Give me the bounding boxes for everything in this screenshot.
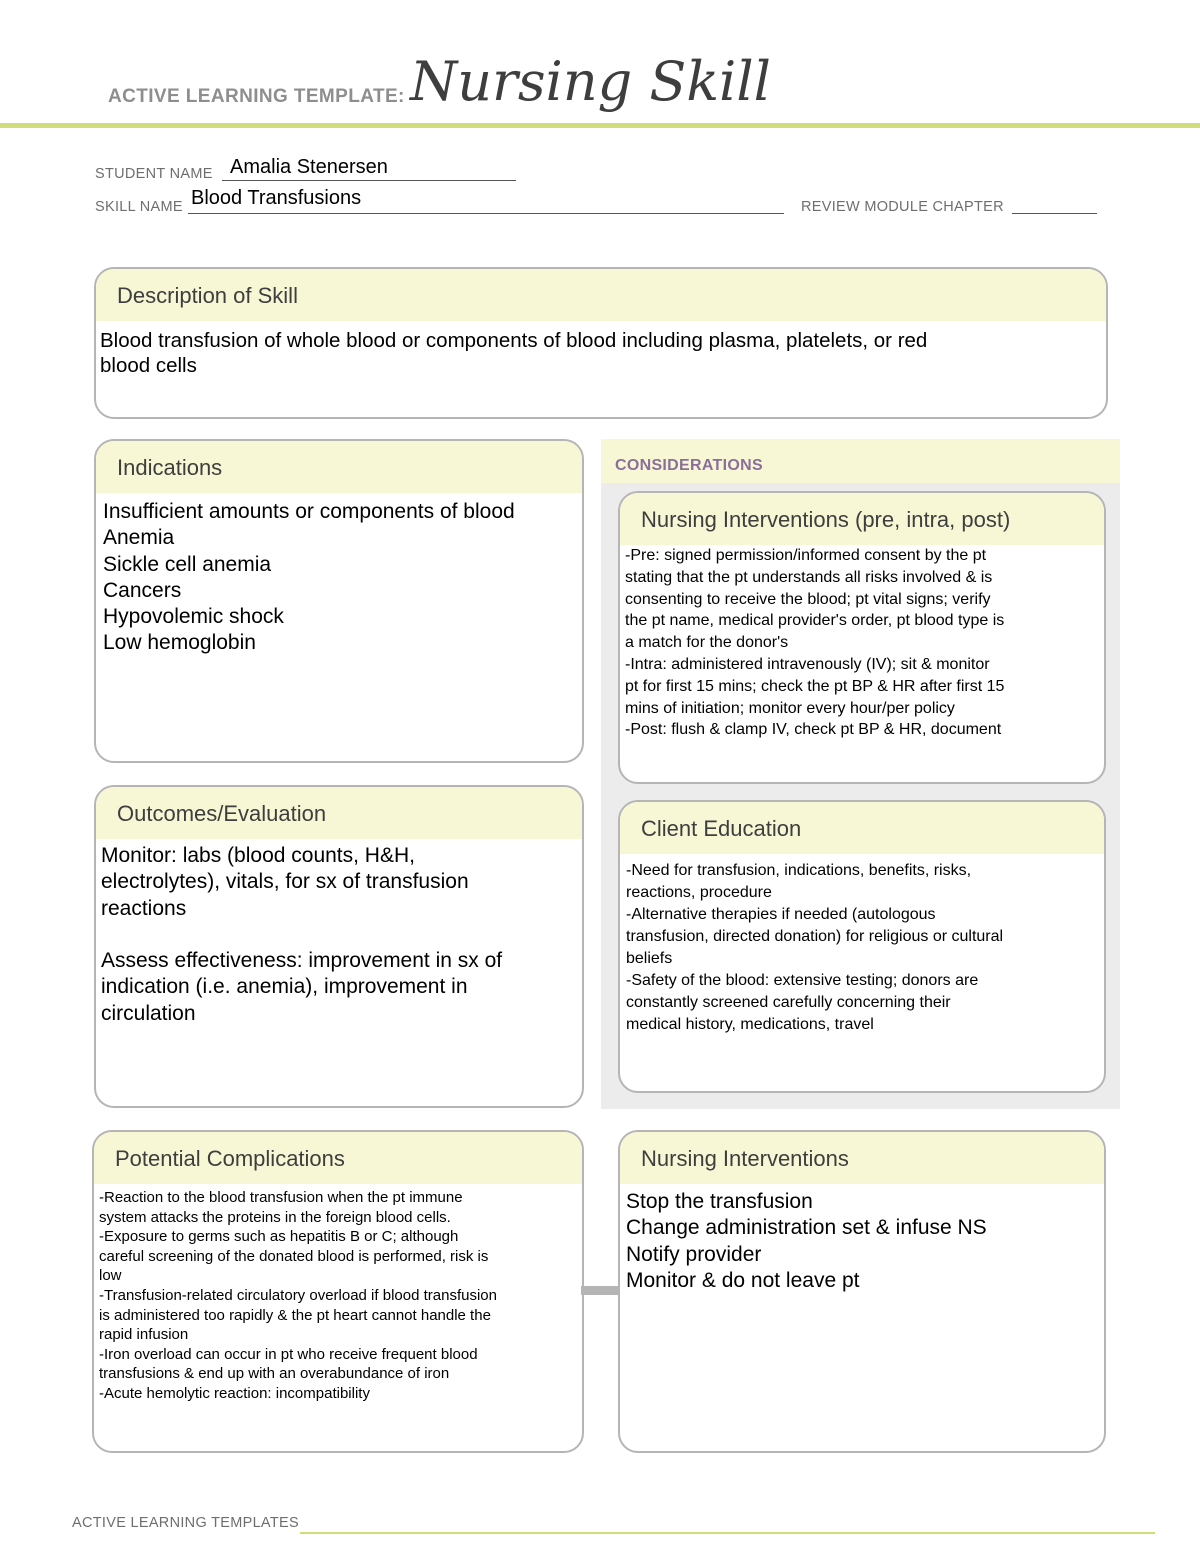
client-education-header [620, 802, 1104, 854]
outcomes-header [96, 787, 582, 839]
nursing-interventions-pie-box [618, 491, 1106, 784]
review-module-line [1012, 213, 1097, 214]
student-name-value[interactable]: Amalia Stenersen [230, 156, 388, 178]
complications-text[interactable]: -Reaction to the blood transfusion when the pt immune system attacks the proteins in the foreign blood cells. -Exposure to germs such as hepatitis B or C; although careful screening of the donated blood is performed, risk is low -Transfusion-related circulatory overload if blood transfusion is administered too rapidly & the pt heart cannot handle the rapid infusion -Iron overload can occur in pt who receive frequent blood transfusions & end up with an overabundance of iron -Acute hemolytic reaction: incompatibility [99, 1189, 497, 1402]
outcomes-title: Outcomes/Evaluation [117, 801, 327, 826]
description-header [96, 269, 1106, 321]
nursing-interventions-header [620, 1132, 1104, 1184]
skill-name-value[interactable]: Blood Transfusions [191, 187, 362, 209]
review-module-label: REVIEW MODULE CHAPTER [801, 199, 1004, 215]
nursing-interventions-pie-header [620, 493, 1104, 545]
complications-title: Potential Complications [115, 1146, 345, 1171]
considerations-header [601, 439, 1120, 483]
nursing-interventions-box [618, 1130, 1106, 1453]
description-text[interactable]: Blood transfusion of whole blood or components of blood including plasma, platelets, or red blood cells [100, 329, 928, 377]
student-name-label: STUDENT NAME [95, 166, 213, 182]
student-name-line [222, 180, 516, 181]
indications-header [96, 441, 582, 493]
nursing-interventions-pie-text[interactable]: -Pre: signed permission/informed consent by the pt stating that the pt understands all risks involved & is consenting to receive the blood; pt vital signs; verify the pt name, medical provider's order, pt blood type is a match for the donor's -Intra: administered intravenously (IV); sit & monitor pt for first 15 mins; check the pt BP & HR after first 15 mins of initiation; monitor every hour/per policy -Post: flush & clamp IV, check pt BP & HR, document [625, 547, 1005, 739]
indications-text[interactable]: Insufficient amounts or components of blood Anemia Sickle cell anemia Cancers Hypovolemic shock Low hemoglobin [103, 500, 515, 655]
description-title: Description of Skill [117, 283, 298, 308]
client-education-title: Client Education [641, 816, 802, 841]
indications-title: Indications [117, 455, 223, 480]
outcomes-text[interactable]: Monitor: labs (blood counts, H&H, electrolytes), vitals, for sx of transfusion reactions Assess effectiveness: improvement in sx of indication (i.e. anemia), improvement in circulation [101, 844, 503, 1025]
complications-box [92, 1130, 584, 1453]
indications-box [94, 439, 584, 763]
description-box [94, 267, 1108, 419]
client-education-box [618, 800, 1106, 1093]
header-divider [0, 123, 1200, 128]
considerations-title: CONSIDERATIONS [615, 457, 763, 474]
footer-divider [300, 1532, 1155, 1534]
skill-name-label: SKILL NAME [95, 199, 183, 215]
connector-bar [581, 1286, 619, 1295]
nursing-interventions-text[interactable]: Stop the transfusion Change administration set & infuse NS Notify provider Monitor & do not leave pt [626, 1190, 987, 1292]
skill-name-line [188, 213, 784, 214]
footer-label: ACTIVE LEARNING TEMPLATES [72, 1515, 299, 1531]
outcomes-box [94, 785, 584, 1108]
client-education-text[interactable]: -Need for transfusion, indications, benefits, risks, reactions, procedure -Alternative therapies if needed (autologous transfusion, directed donation) for religious or cultural beliefs -Safety of the blood: extensive testing; donors are constantly screened carefully concerning their medical history, medications, travel [626, 862, 1004, 1033]
nursing-interventions-pie-title: Nursing Interventions (pre, intra, post) [641, 507, 1011, 532]
page-title: Nursing Skill [410, 50, 771, 113]
template-label: ACTIVE LEARNING TEMPLATE: [108, 86, 405, 107]
nursing-interventions-title: Nursing Interventions [641, 1146, 849, 1171]
complications-header [94, 1132, 582, 1184]
